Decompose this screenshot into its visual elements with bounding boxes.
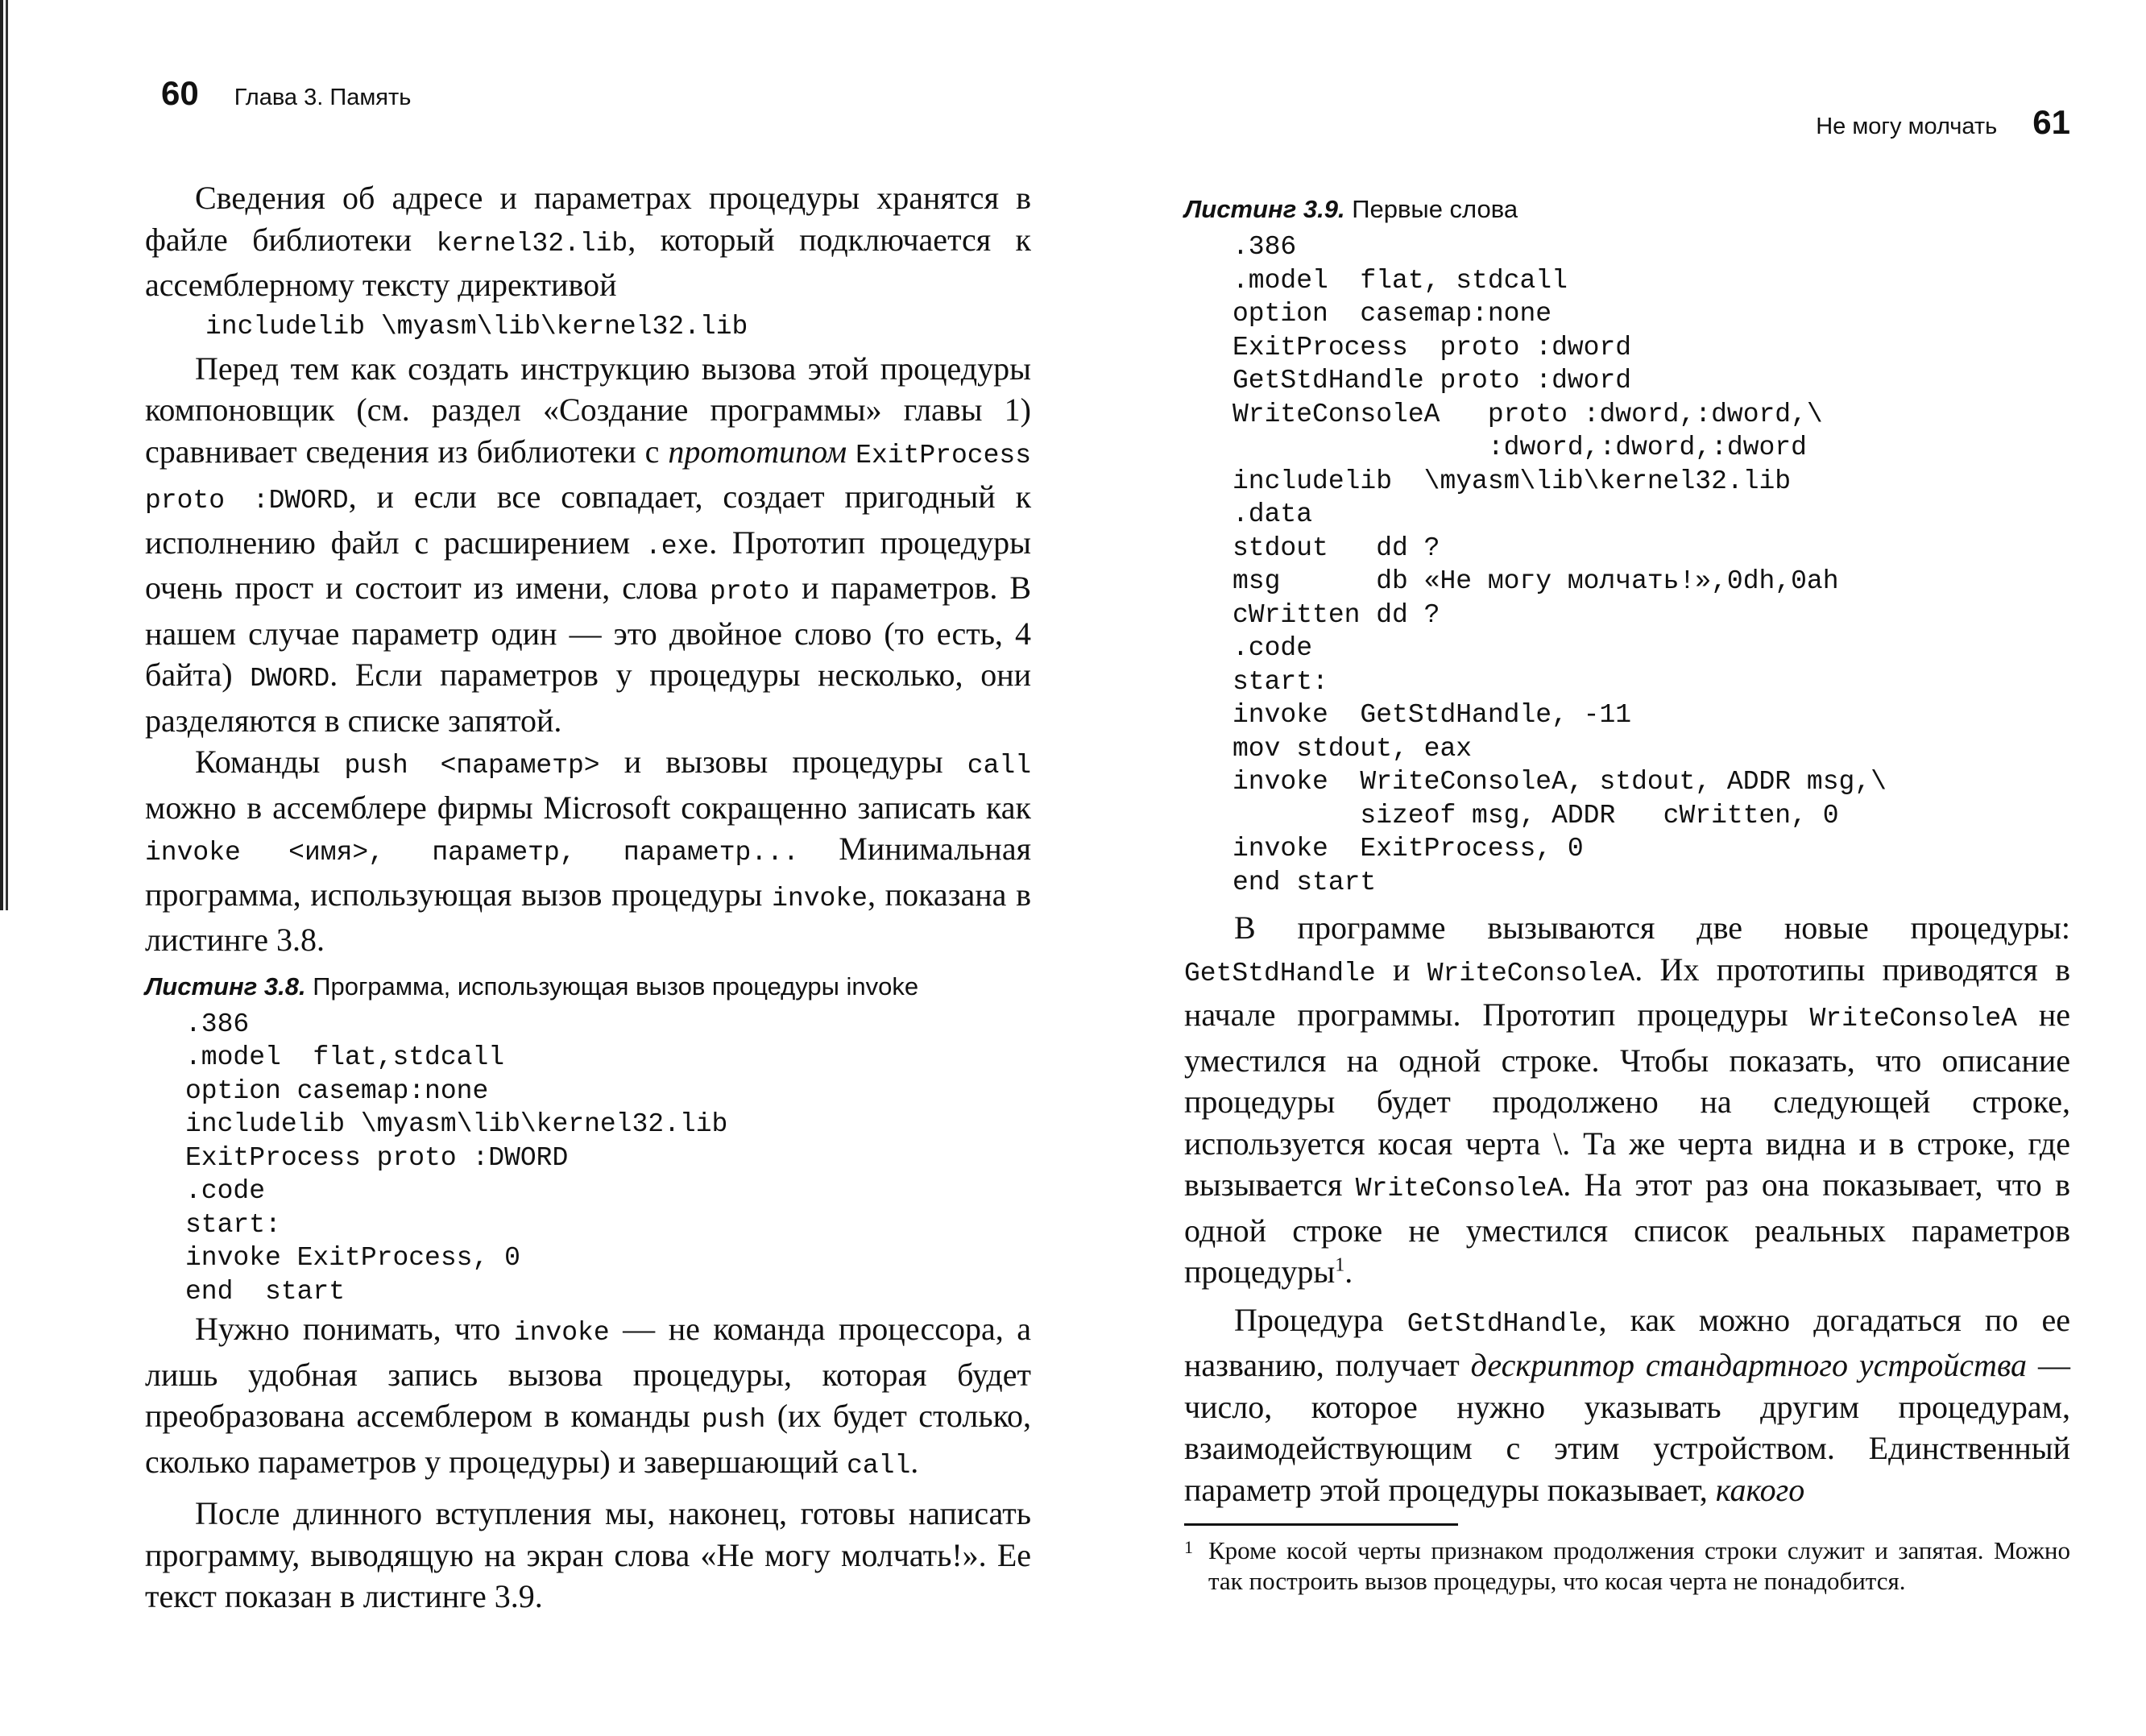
right-paragraph-2: Процедура GetStdHandle, как можно догадаться по ее названию, получает дескриптор стандартного устройства — число, которое нужно указывать другим процедурам, взаимодействующим с этим устройством. Единственный параметр этой процедуры показывает, какого bbox=[1184, 1301, 2071, 1508]
right-paragraph-1: В программе вызываются две новые процедуры: GetStdHandle и WriteConsoleA. Их прототипы приводятся в начале программы. Прототип процедуры WriteConsoleA не уместился на одной строке. Чтобы показать, что описание процедуры будет продолжено на следующей строке, используется косая черта \. Та же черта видна и в строке, где вызывается WriteConsoleA. На этот раз она показывает, что в одной строке не уместился список реальных параметров процедуры$^1$. bbox=[1184, 909, 2070, 1290]
listing-3-8-caption: Листинг 3.8. Программа, использующая вызов процедуры invoke bbox=[145, 972, 919, 1001]
footnote-text: Кроме косой черты признаком продолжения строки служит и запятая. Можно так построить вызов процедуры, что косая черта не понадобится. bbox=[1208, 1536, 2070, 1595]
right-section-title: Не могу молчать bbox=[1816, 114, 1998, 139]
footnote-divider bbox=[1184, 1523, 1458, 1526]
listing-3-8-code: .386 .model flat,stdcall option casemap:none includelib \myasm\lib\kernel32.lib ExitProcess proto :DWORD .code start: invoke ExitProcess, 0 end start bbox=[185, 1009, 728, 1307]
binding-edge bbox=[0, 0, 11, 910]
includelib-line: includelib \myasm\lib\kernel32.lib bbox=[205, 311, 748, 342]
left-paragraph-5: После длинного вступления мы, наконец, готовы написать программу, выводящую на экран слова «Не могу молчать!». Ее текст показан в листинге 3.9. bbox=[145, 1495, 1031, 1614]
listing-3-9-caption: Листинг 3.9. Первые слова bbox=[1184, 195, 1518, 223]
left-page-number: 60 bbox=[161, 74, 199, 112]
footnote bbox=[1184, 1535, 2070, 1597]
left-paragraph-1: Сведения об адресе и параметрах процедуры хранятся в файле библиотеки kernel32.lib, который подключается к ассемблерному тексту директивой bbox=[145, 180, 1031, 303]
left-paragraph-3: Команды push <параметр> и вызовы процедуры call можно в ассемблере фирмы Microsoft сокращенно записать как invoke <имя>, параметр, параметр... Минимальная программа, использующая вызов процедуры invoke, показана в листинге 3.8. bbox=[145, 744, 1031, 958]
left-body bbox=[145, 177, 1031, 1618]
left-page-header bbox=[161, 74, 411, 113]
left-paragraph-4: Нужно понимать, что invoke — не команда процессора, а лишь удобная запись вызова процедуры, которая будет преобразована ассемблером в команды push (их будет столько, сколько параметров у процедуры) и завершающий call. bbox=[145, 1311, 1032, 1481]
footnote-reference: 1 bbox=[1335, 1254, 1345, 1276]
listing-3-9-code: .386 .model flat, stdcall option casemap:none ExitProcess proto :dword GetStdHandle proto :dword WriteConsoleA proto :dword,:dword,\ :dword,:dword,:dword includelib \myasm\lib\kernel32.lib .data stdout dd ? msg db «Не могу молчать!»,0dh,0ah cWritten dd ? .code start: invoke GetStdHandle, -11 mov stdout, eax invoke WriteConsoleA, stdout, ADDR msg,\ sizeof msg, ADDR cWritten, 0 invoke ExitProcess, 0 end start bbox=[1232, 232, 1887, 897]
right-page-number: 61 bbox=[2032, 103, 2070, 141]
left-chapter-title: Глава 3. Память bbox=[234, 85, 412, 110]
left-paragraph-2: Перед тем как создать инструкцию вызова этой процедуры компоновщик (см. раздел «Создание программы» главы 1) сравнивает сведения из библиотеки с прототипом ExitProcess proto :DWORD, и если все совпадает, создает пригодный к исполнению файл с расширением .exe. Прототип процедуры очень прост и состоит из имени, слова proto и параметров. В нашем случае параметр один — это двойное слово (то есть, 4 байта) DWORD. Если параметров у процедуры несколько, они разделяются в списке запятой. bbox=[145, 350, 1032, 739]
right-page-header bbox=[1816, 103, 2070, 142]
right-body bbox=[1184, 193, 2070, 1597]
footnote-mark: 1 bbox=[1184, 1537, 1193, 1557]
